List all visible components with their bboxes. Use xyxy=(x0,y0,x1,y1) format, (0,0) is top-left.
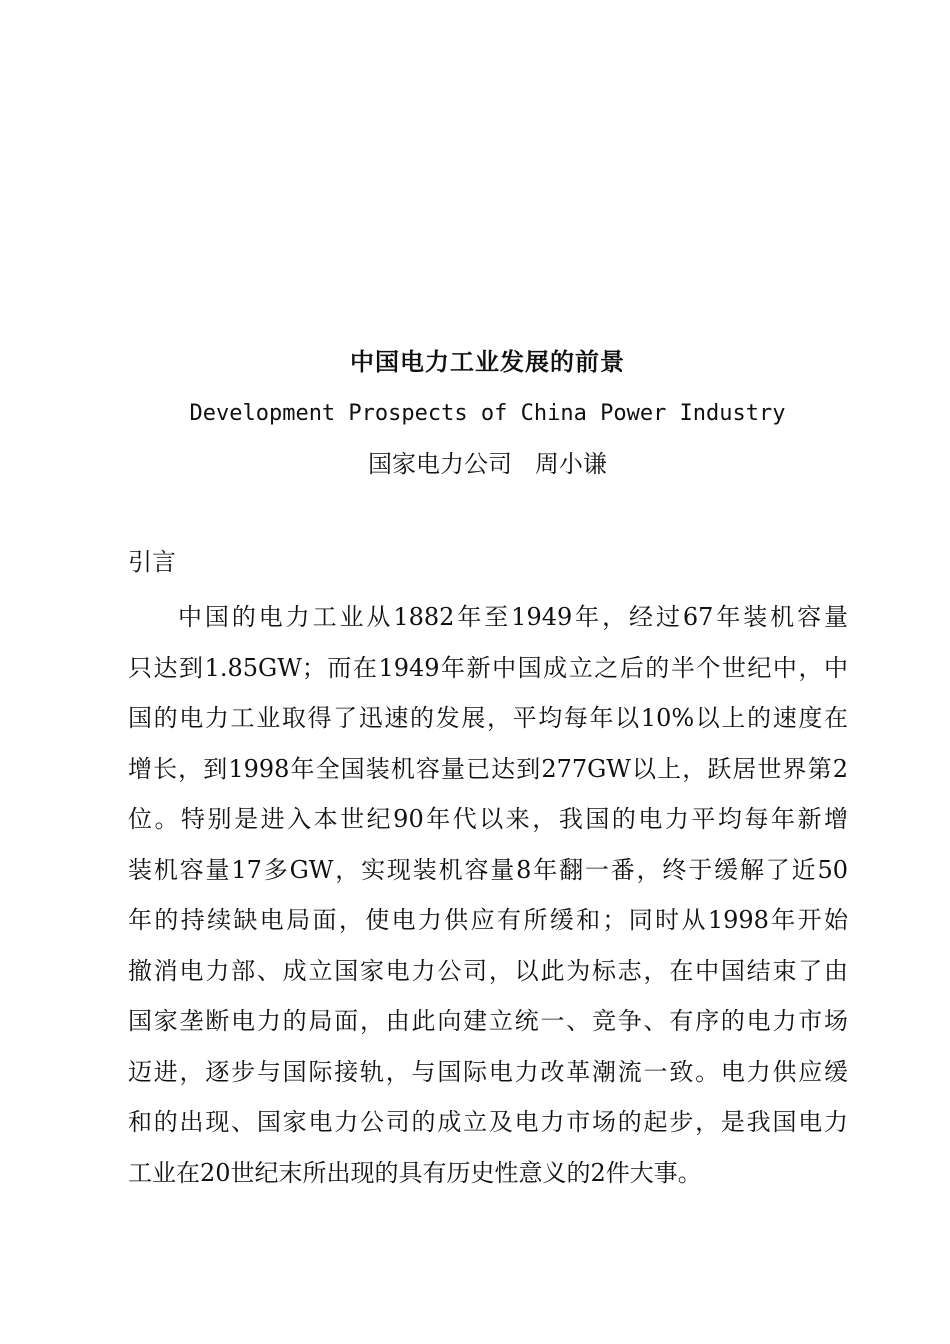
paragraph-line: 位。特别是进入本世纪90年代以来，我国的电力平均每年新增 xyxy=(128,805,848,833)
paragraph-line: 装机容量17多GW，实现装机容量8年翻一番，终于缓解了近50 xyxy=(128,855,848,884)
paragraph-line: 增长，到1998年全国装机容量已达到277GW以上，跃居世界第2 xyxy=(128,754,848,783)
paragraph-line: 中国的电力工业从1882年至1949年，经过67年装机容量 xyxy=(178,603,848,631)
document-subtitle-english: Development Prospects of China Power Industry xyxy=(189,401,786,426)
paragraph-line: 国的电力工业取得了迅速的发展，平均每年以10%以上的速度在 xyxy=(128,704,848,732)
section-heading-introduction: 引言 xyxy=(128,548,176,576)
paragraph-line: 撤消电力部、成立国家电力公司，以此为标志，在中国结束了由 xyxy=(128,956,848,985)
paragraph-line: 国家垄断电力的局面，由此向建立统一、竞争、有序的电力市场 xyxy=(128,1007,848,1035)
paragraph-line: 迈进，逐步与国际接轨，与国际电力改革潮流一致。电力供应缓 xyxy=(128,1057,848,1086)
paragraph-line: 和的出现、国家电力公司的成立及电力市场的起步，是我国电力 xyxy=(128,1108,848,1136)
author-affiliation-line: 国家电力公司 周小谦 xyxy=(368,450,607,478)
introduction-paragraph xyxy=(128,592,848,1198)
paragraph-line: 工业在20世纪末所出现的具有历史性意义的2件大事。 xyxy=(128,1158,702,1187)
paragraph-line: 年的持续缺电局面，使电力供应有所缓和；同时从1998年开始 xyxy=(128,906,848,934)
paragraph-line: 只达到1.85GW；而在1949年新中国成立之后的半个世纪中，中 xyxy=(128,653,848,682)
document-title: 中国电力工业发展的前景 xyxy=(350,348,625,376)
